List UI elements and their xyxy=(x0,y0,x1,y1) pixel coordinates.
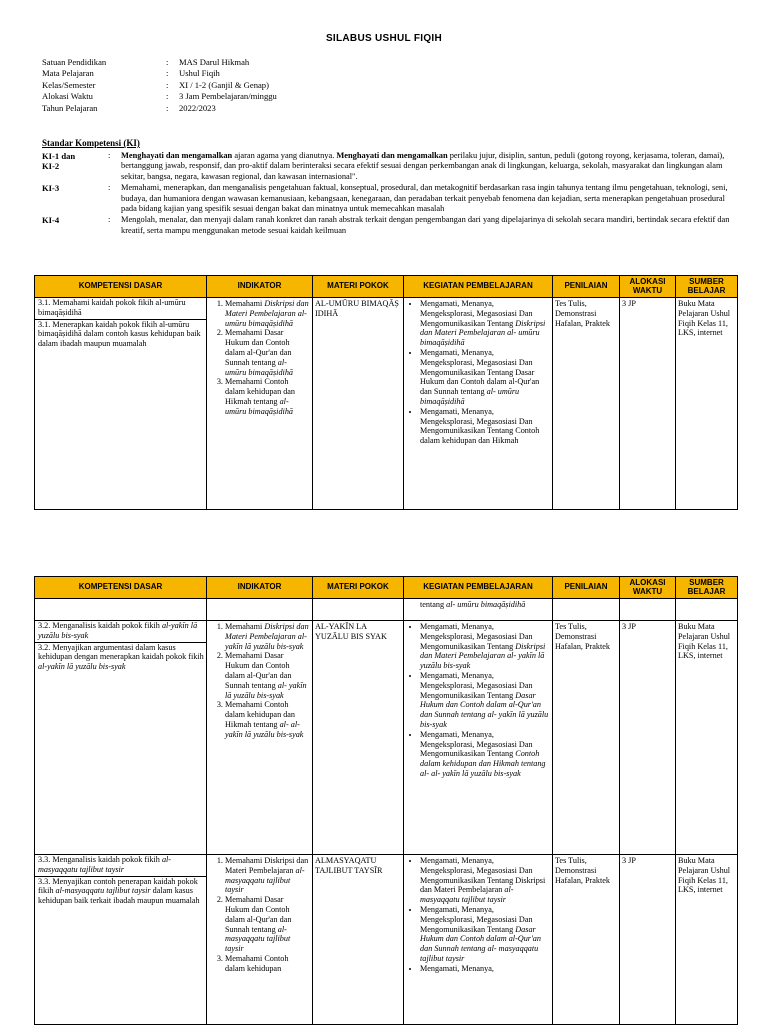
list-item: 1. Memahami Diskripsi dan Materi Pembelajaran al- umūru bimaqāṣidihā xyxy=(225,299,310,328)
header-indikator: INDIKATOR xyxy=(207,577,313,599)
list-item: • Mengamati, Menanya, Mengeksplorasi, Megasosiasi Dan Mengomunikasikan Tentang Contoh dalam kehidupan dan Hikmah tentang al- al- yakīn lā yuzālu bis-syak xyxy=(420,730,550,779)
syllabus-table-2 xyxy=(34,576,738,1025)
info-label: Kelas/Semester xyxy=(42,79,96,90)
indikator-cell xyxy=(207,298,313,510)
list-item: • Mengamati, Menanya, Mengeksplorasi, Megasosiasi Dan Mengomunikasikan Tentang Dasar Hukum dan Contoh dalam al-Qur'an dan Sunnah tentang al- yakīn lā yuzālu bis-syak xyxy=(420,671,550,730)
list-item: • Mengamati, Menanya, Mengeksplorasi, Megasosiasi Dan Mengomunikasikan Tentang Dasar Hukum dan Contoh dalam al-Qur'an dan Sunnah tentang al- masyaqqatu tajlibut taysir xyxy=(420,905,550,964)
info-value: MAS Darul Hikmah xyxy=(179,57,250,67)
list-item: • Mengamati, Menanya, Mengeksplorasi, Megasosiasi Dan Mengomunikasikan Tentang Diskripsi dan Materi Pembelajaran al- masyaqqatu tajlibut taysir xyxy=(420,856,550,905)
header-materi: MATERI POKOK xyxy=(313,577,404,599)
ki-block xyxy=(42,151,732,237)
kd-item: 3.3. Menyajikan contoh penerapan kaidah pokok fikih al-masyaqqatu tajlibut taysir dalam kasus kehidupan baik terkait ibadah maupun muamalah xyxy=(38,876,200,906)
alokasi-cell: 3 JP xyxy=(620,298,676,510)
kd-item: 3.1. Menerapkan kaidah pokok fikih al-umūru bimaqāṣidihā dalam contoh kasus kehidupan baik dalam ibadah maupun muamalah xyxy=(38,319,201,349)
header-kd: KOMPETENSI DASAR xyxy=(35,276,207,298)
header-penilaian: PENILAIAN xyxy=(553,276,620,298)
ki-key: KI-2 xyxy=(42,161,60,172)
sumber-cell: Buku Mata Pelajaran Ushul Fiqih Kelas 11, LKS, internet xyxy=(676,298,738,510)
list-item: • Mengamati, Menanya, Mengeksplorasi, Megasosiasi Dan Mengomunikasikan Tentang Diskripsi dan Materi Pembelajaran al- umūru bimaqāṣidihā xyxy=(420,299,550,348)
ki-text: Memahami, menerapkan, dan menganalisis pengetahuan faktual, konseptual, prosedural, dan metakognitif berdasarkan rasa ingin tahunya tentang ilmu pengetahuan, teknologi, seni, budaya, dan humaniora dengan wawasan kemanusiaan, kebangsaan, kenegaraan, dan peradaban terkait penyebab fenomena dan kejadian, serta menerapkan pengetahuan prosedural pada bidang kajian yang spesifik sesuai dengan bakat dan minatnya untuk memecahkan masalah xyxy=(121,183,728,214)
list-item: • Mengamati, Menanya, xyxy=(420,964,550,974)
list-item: 2. Memahami Dasar Hukum dan Contoh dalam al-Qur'an dan Sunnah tentang al-masyaqqatu tajlibut taysir xyxy=(225,895,310,954)
info-label: Mata Pelajaran xyxy=(42,68,94,79)
alokasi-cell: 3 JP xyxy=(620,855,676,1025)
sumber-cell: Buku Mata Pelajaran Ushul Fiqih Kelas 11, LKS, internet xyxy=(676,621,738,855)
ki-key: KI-4 xyxy=(42,215,60,226)
standar-kompetensi-title: Standar Kompetensi (KI) xyxy=(42,138,140,148)
kd-item: 3.2. Menyajikan argumentasi dalam kasus kehidupan dengan menerapkan kaidah pokok fikih al-yakīn lā yuzālu bis-syak xyxy=(38,642,204,672)
header-penilaian: PENILAIAN xyxy=(553,577,620,599)
list-item: • Mengamati, Menanya, Mengeksplorasi, Megasosiasi Dan Mengomunikasikan Tentang Dasar Hukum dan Contoh dalam al-Qur'an dan Sunnah tentang al- umūru bimaqāṣidihā xyxy=(420,348,550,407)
table-row-continued xyxy=(35,599,738,621)
table-row xyxy=(35,621,738,855)
materi-cell: AL-YAKĪN LA YUZĀLU BIS SYAK xyxy=(313,621,404,855)
info-row: Mata Pelajaran : Ushul Fiqih xyxy=(42,68,220,79)
ki-text: Mengolah, menalar, dan menyaji dalam ranah konkret dan ranah abstrak terkait dengan pengembangan dari yang dipelajarinya di sekolah secara mandiri, bertindak secara efektif dan kreatif, serta mampu menggunakan metode sesuai kaidah keilmuan xyxy=(121,215,730,235)
kd-cell xyxy=(35,298,207,510)
header-alokasi: ALOKASI WAKTU xyxy=(620,577,676,599)
list-item: 2. Memahami Dasar Hukum dan Contoh dalam al-Qur'an dan Sunnah tentang al- umūru bimaqāṣidihā xyxy=(225,328,310,377)
list-item: 1. Memahami Diskripsi dan Materi Pembelajaran al-masyaqqatu tajlibut taysir xyxy=(225,856,310,895)
list-item: 3. Memahami Contoh dalam kehidupan dan Hikmah tentang al- al-yakīn lā yuzālu bis-syak xyxy=(225,700,310,739)
kegiatan-cell: tentang al- umūru bimaqāṣidihā xyxy=(404,599,553,621)
list-item: • Mengamati, Menanya, Mengeksplorasi, Megasosiasi Dan Mengomunikasikan Tentang Contoh dalam kehidupan dan Hikmah xyxy=(420,407,550,446)
list-item: 3. Memahami Contoh dalam kehidupan dan Hikmah tentang al- umūru bimaqāṣidihā xyxy=(225,377,310,416)
kd-cell xyxy=(35,855,207,1025)
kegiatan-cell xyxy=(404,621,553,855)
header-kd: KOMPETENSI DASAR xyxy=(35,577,207,599)
ki-4: KI-4 : Mengolah, menalar, dan menyaji dalam ranah konkret dan ranah abstrak terkait dengan pengembangan dari yang dipelajarinya di sekolah secara mandiri, bertindak secara efektif dan kreatif, serta mampu menggunakan metode sesuai kaidah keilmuan xyxy=(42,215,732,236)
table-header-row xyxy=(35,276,738,298)
table-header-row xyxy=(35,577,738,599)
materi-cell: AL-UMŪRU BIMAQĀṢ IDIHĀ xyxy=(313,298,404,510)
penilaian-cell: Tes Tulis, Demonstrasi Hafalan, Praktek xyxy=(553,298,620,510)
header-kegiatan: KEGIATAN PEMBELAJARAN xyxy=(404,577,553,599)
penilaian-cell: Tes Tulis, Demonstrasi Hafalan, Praktek xyxy=(553,855,620,1025)
indikator-cell xyxy=(207,621,313,855)
kd-cell xyxy=(35,621,207,855)
ki-text: Menghayati dan mengamalkan ajaran agama yang dianutnya. Menghayati dan mengamalkan perilaku jujur, disiplin, santun, peduli (gotong royong, kerjasama, toleran, damai), bertanggung jawab, responsif, dan pro-aktif dalam berinteraksi secara efektif sesuai dengan perkembangan anak di lingkungan, keluarga, sekolah, masyarakat dan lingkungan alam sekitar, bangsa, negara, kawasan regional, dan kawasan internasional". xyxy=(121,151,725,181)
info-value: Ushul Fiqih xyxy=(179,68,220,79)
info-label: Tahun Pelajaran xyxy=(42,102,98,113)
kegiatan-cell xyxy=(404,298,553,510)
kegiatan-cell xyxy=(404,855,553,1025)
header-alokasi: ALOKASI WAKTU xyxy=(620,276,676,298)
info-row: Tahun Pelajaran : 2022/2023 xyxy=(42,102,216,113)
header-sumber: SUMBER BELAJAR xyxy=(676,577,738,599)
info-value: XI / 1-2 (Ganjil & Genap) xyxy=(179,79,269,90)
syllabus-table-1 xyxy=(34,275,738,510)
ki-1-2: KI-1 dan KI-2 : Menghayati dan mengamalkan ajaran agama yang dianutnya. Menghayati dan mengamalkan perilaku jujur, disiplin, santun, peduli (gotong royong, kerjasama, toleran, damai), bertanggung jawab, responsif, dan pro-aktif dalam berinteraksi secara efektif sesuai dengan perkembangan anak di lingkungan, keluarga, sekolah, masyarakat dan lingkungan alam sekitar, bangsa, negara, kawasan regional, dan kawasan internasional". xyxy=(42,151,732,182)
materi-cell: ALMASYAQATU TAJLIBUT TAYSĪR xyxy=(313,855,404,1025)
info-value: 2022/2023 xyxy=(179,102,216,113)
page-title: SILABUS USHUL FIQIH xyxy=(325,33,443,44)
info-row: Satuan Pendidikan : MAS Darul Hikmah xyxy=(42,57,250,67)
list-item: 3. Memahami Contoh dalam kehidupan xyxy=(225,954,310,974)
info-block xyxy=(42,57,277,114)
table-row xyxy=(35,298,738,510)
list-item: 2. Memahami Dasar Hukum dan Contoh dalam al-Qur'an dan Sunnah tentang al- yakīn lā yuzālu bis-syak xyxy=(225,651,310,700)
info-row: Alokasi Waktu : 3 Jam Pembelajaran/minggu xyxy=(42,91,277,102)
header-indikator: INDIKATOR xyxy=(207,276,313,298)
ki-key: KI-3 xyxy=(42,183,60,194)
header-kegiatan: KEGIATAN PEMBELAJARAN xyxy=(404,276,553,298)
info-label: Satuan Pendidikan xyxy=(42,57,107,67)
table-row xyxy=(35,855,738,1025)
header-sumber: SUMBER BELAJAR xyxy=(676,276,738,298)
indikator-cell xyxy=(207,855,313,1025)
list-item: 1. Memahami Diskripsi dan Materi Pembelajaran al- yakīn lā yuzālu bis-syak xyxy=(225,622,310,651)
ki-key: KI-1 dan xyxy=(42,151,76,161)
sumber-cell: Buku Mata Pelajaran Ushul Fiqih Kelas 11, LKS, internet xyxy=(676,855,738,1025)
list-item: • Mengamati, Menanya, Mengeksplorasi, Megasosiasi Dan Mengomunikasikan Tentang Diskripsi dan Materi Pembelajaran al- yakīn lā yuzālu bis-syak xyxy=(420,622,550,671)
info-row: Kelas/Semester : XI / 1-2 (Ganjil & Genap) xyxy=(42,79,269,90)
ki-3: KI-3 : Memahami, menerapkan, dan menganalisis pengetahuan faktual, konseptual, prosedural, dan metakognitif berdasarkan rasa ingin tahunya tentang ilmu pengetahuan, teknologi, seni, budaya, dan humaniora dengan wawasan kemanusiaan, kebangsaan, kenegaraan, dan peradaban terkait penyebab fenomena dan kejadian, serta menerapkan pengetahuan prosedural pada bidang kajian yang spesifik sesuai dengan bakat dan minatnya untuk memecahkan masalah xyxy=(42,183,732,214)
penilaian-cell: Tes Tulis, Demonstrasi Hafalan, Praktek xyxy=(553,621,620,855)
alokasi-cell: 3 JP xyxy=(620,621,676,855)
info-value: 3 Jam Pembelajaran/minggu xyxy=(179,91,277,102)
kd-item: 3.1. Memahami kaidah pokok fikih al-umūru bimaqāṣidihā xyxy=(35,298,206,320)
kd-item: 3.2. Menganalisis kaidah pokok fikih al-yakīn lā yuzālu bis-syak xyxy=(35,621,206,643)
header-materi: MATERI POKOK xyxy=(313,276,404,298)
kd-item: 3.3. Menganalisis kaidah pokok fikih al-masyaqqatu tajlibut taysir xyxy=(35,855,206,877)
info-label: Alokasi Waktu xyxy=(42,91,93,102)
